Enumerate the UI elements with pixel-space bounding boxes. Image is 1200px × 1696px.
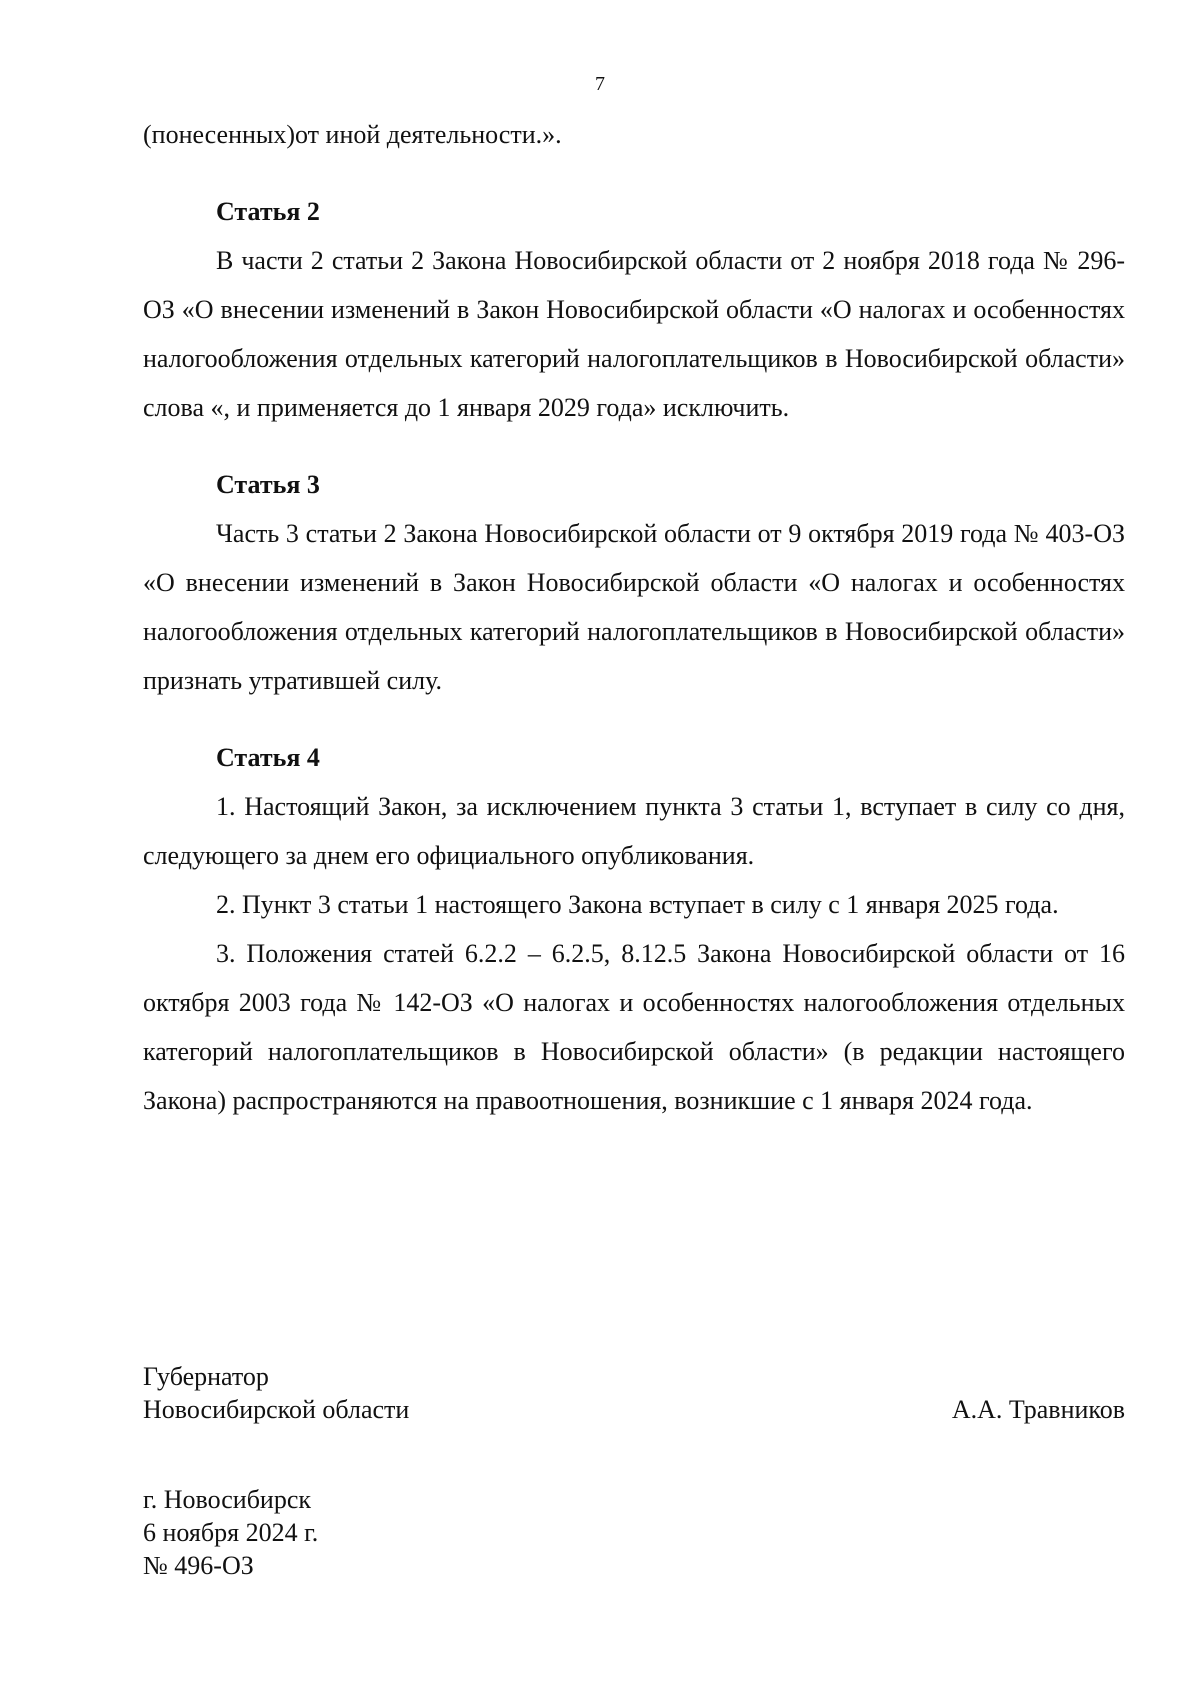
article-2-text: В части 2 статьи 2 Закона Новосибирской области от 2 ноября 2018 года № 296-ОЗ «О внесении изменений в Закон Новосибирской области «О налогах и особенностях налогообложения отдельных категорий налогоплательщиков в Новосибирской области» слова «, и применяется до 1 января 2029 года» исключить. — [143, 246, 1125, 422]
article-3-heading: Статья 3 — [216, 470, 320, 499]
place-date-block — [143, 1483, 318, 1582]
signatory-title-line-2: Новосибирской области — [143, 1395, 410, 1424]
article-4 — [143, 733, 1125, 1125]
law-date: 6 ноября 2024 г. — [143, 1518, 319, 1547]
signatory-name: А.А. Травников — [951, 1395, 1125, 1424]
article-2 — [143, 187, 1125, 432]
signature-block — [143, 1360, 1125, 1426]
law-number: № 496-ОЗ — [143, 1551, 254, 1580]
article-3-text: Часть 3 статьи 2 Закона Новосибирской области от 9 октября 2019 года № 403-ОЗ «О внесении изменений в Закон Новосибирской области «О налогах и особенностях налогообложения отдельных категорий налогоплательщиков в Новосибирской области» признать утратившей силу. — [143, 519, 1125, 695]
article-4-item-2: 2. Пункт 3 статьи 1 настоящего Закона вступает в силу с 1 января 2025 года. — [216, 890, 1059, 919]
article-2-heading: Статья 2 — [216, 197, 320, 226]
signatory-title-line-1: Губернатор — [143, 1362, 269, 1391]
page-number: 7 — [595, 73, 605, 95]
document-body — [143, 110, 1125, 1125]
article-4-item-3: 3. Положения статей 6.2.2 – 6.2.5, 8.12.5 Закона Новосибирской области от 16 октября 2003 года № 142-ОЗ «О налогах и особенностях налогообложения отдельных категорий налогоплательщиков в Новосибирской области» (в редакции настоящего Закона) распространяются на правоотношения, возникшие с 1 января 2024 года. — [143, 939, 1125, 1115]
article-4-item-1: 1. Настоящий Закон, за исключением пункта 3 статьи 1, вступает в силу со дня, следующего за днем его официального опубликования. — [143, 792, 1125, 870]
article-4-heading: Статья 4 — [216, 743, 320, 772]
article-3 — [143, 460, 1125, 705]
city: г. Новосибирск — [143, 1485, 312, 1514]
intro-paragraph: (понесенных)от иной деятельности.». — [143, 120, 562, 149]
